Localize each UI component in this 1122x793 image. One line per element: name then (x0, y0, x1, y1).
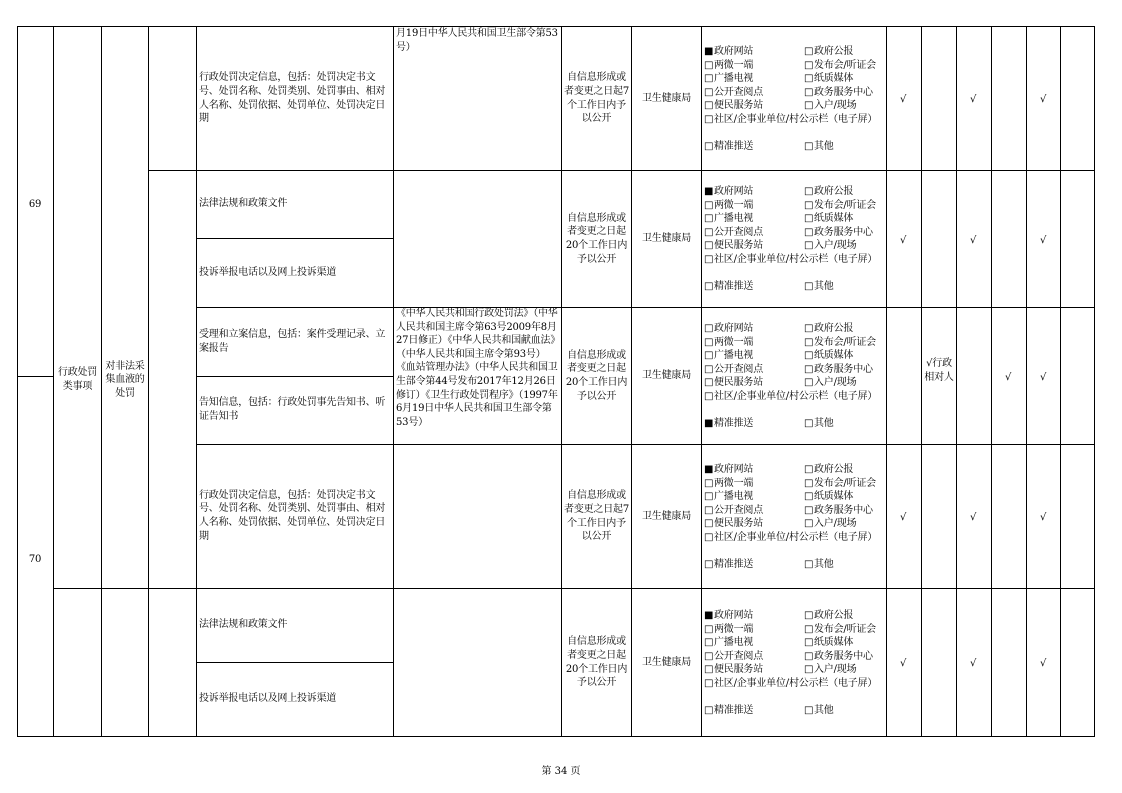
checkbox-unchecked: □ (704, 114, 714, 125)
channel-gov-bulletin: 政府公报 (814, 610, 854, 621)
channel-service-center: 政务服务中心 (814, 226, 873, 238)
channel-other: 其他 (814, 141, 834, 153)
channel-household: 入户/现场 (814, 240, 857, 252)
checkbox-unchecked: □ (804, 637, 814, 649)
category-level2: 对非法采集血液的处罚 (105, 360, 145, 399)
checkbox-unchecked: □ (704, 59, 714, 71)
checkbox-unchecked: □ (804, 141, 814, 153)
tick-mark: √ (1040, 94, 1047, 105)
content-cell: 受理和立案信息，包括：案件受理记录、立案报告 (199, 328, 386, 354)
channel-precise: 精准推送 (714, 418, 754, 430)
basis-text: 月19日中华人民共和国卫生部令第53号） (396, 28, 558, 53)
checkbox-unchecked: □ (704, 504, 714, 516)
channel-service-center: 政务服务中心 (814, 504, 873, 516)
channel-precise: 精准推送 (714, 141, 754, 153)
checkbox-unchecked: □ (704, 532, 714, 543)
channel-press: 发布会/听证会 (814, 623, 876, 635)
col-border (991, 26, 992, 737)
checkbox-unchecked: □ (704, 637, 714, 649)
col-border (1094, 26, 1095, 737)
checkbox-unchecked: □ (704, 199, 714, 211)
channel-broadcast: 广播电视 (714, 637, 754, 649)
checkbox-unchecked: □ (804, 46, 814, 57)
channel-two-micro: 两微一端 (714, 199, 754, 211)
col-border (1060, 26, 1061, 737)
col-border (956, 26, 957, 737)
channel-convenience: 便民服务站 (714, 377, 763, 389)
checkbox-unchecked: □ (704, 86, 714, 98)
channel-household: 入户/现场 (814, 100, 857, 112)
checkbox-unchecked: □ (804, 240, 814, 252)
channel-service-center: 政务服务中心 (814, 650, 873, 662)
col-border (701, 26, 702, 737)
checkbox-checked: ■ (704, 186, 714, 197)
channel-paper: 纸质媒体 (814, 350, 854, 362)
checkbox-unchecked: □ (704, 100, 714, 112)
channel-gov-bulletin: 政府公报 (814, 46, 854, 57)
tick-mark: √ (1040, 658, 1047, 669)
content-cell: 行政处罚决定信息，包括：处罚决定书文号、处罚名称、处罚类别、处罚事由、相对人名称、处罚依据、处罚单位、处罚决定日期 (199, 489, 386, 542)
tick-mark: √ (1040, 372, 1047, 383)
col-border (1026, 26, 1027, 737)
checkbox-unchecked: □ (804, 213, 814, 225)
channel-community: 社区/企事业单位/村公示栏（电子屏） (714, 391, 878, 402)
tick-mark: √ (970, 658, 977, 669)
tick-mark: √ (1040, 235, 1047, 246)
checkbox-unchecked: □ (704, 213, 714, 225)
checkbox-unchecked: □ (804, 363, 814, 375)
channel-press: 发布会/听证会 (814, 59, 876, 71)
col-border (101, 26, 102, 737)
channel-paper: 纸质媒体 (814, 73, 854, 85)
checkbox-unchecked: □ (704, 518, 714, 530)
channel-press: 发布会/听证会 (814, 199, 876, 211)
checkbox-unchecked: □ (804, 418, 814, 430)
checkbox-unchecked: □ (704, 650, 714, 662)
channel-press: 发布会/听证会 (814, 477, 876, 489)
channel-two-micro: 两微一端 (714, 59, 754, 71)
tick-party: √行政相对人 (924, 358, 954, 383)
channel-community: 社区/企事业单位/村公示栏（电子屏） (714, 254, 878, 265)
channel-public-access: 公开查阅点 (714, 504, 763, 516)
checkbox-unchecked: □ (804, 491, 814, 503)
checkbox-unchecked: □ (704, 350, 714, 362)
col-border (561, 26, 562, 737)
col-border (631, 26, 632, 737)
category-level1: 行政处罚类事项 (57, 367, 98, 392)
table-bottom-border (17, 736, 1095, 737)
tick-mark: √ (970, 94, 977, 105)
checkbox-unchecked: □ (804, 477, 814, 489)
time-limit: 自信息形成或者变更之日起20个工作日内予以公开 (565, 212, 628, 265)
time-limit: 自信息形成或者变更之日起7个工作日内予以公开 (564, 490, 629, 543)
channel-gov-site: 政府网站 (714, 610, 754, 621)
col-border (17, 26, 18, 737)
checkbox-unchecked: □ (804, 100, 814, 112)
checkbox-unchecked: □ (704, 73, 714, 85)
row-divider (17, 376, 53, 377)
checkbox-unchecked: □ (704, 678, 714, 689)
channel-other: 其他 (814, 418, 834, 430)
checkbox-unchecked: □ (704, 491, 714, 503)
checkbox-checked: ■ (704, 418, 714, 430)
checkbox-unchecked: □ (804, 226, 814, 238)
checkbox-unchecked: □ (704, 254, 714, 265)
channel-convenience: 便民服务站 (714, 518, 763, 530)
channel-broadcast: 广播电视 (714, 73, 754, 85)
checkbox-unchecked: □ (804, 623, 814, 635)
channel-service-center: 政务服务中心 (814, 363, 873, 375)
checkbox-unchecked: □ (804, 199, 814, 211)
checkbox-unchecked: □ (704, 281, 714, 293)
checkbox-unchecked: □ (704, 705, 714, 717)
channel-household: 入户/现场 (814, 518, 857, 530)
checkbox-unchecked: □ (704, 336, 714, 348)
channel-paper: 纸质媒体 (814, 637, 854, 649)
tick-mark: √ (900, 235, 907, 246)
channel-gov-site: 政府网站 (714, 186, 754, 197)
time-limit: 自信息形成或者变更之日起20个工作日内予以公开 (565, 349, 628, 402)
channel-paper: 纸质媒体 (814, 491, 854, 503)
checkbox-unchecked: □ (704, 391, 714, 402)
agency: 卫生健康局 (642, 656, 691, 668)
col-border (196, 26, 197, 737)
tick-mark: √ (1040, 512, 1047, 523)
time-limit: 自信息形成或者变更之日起7个工作日内予以公开 (564, 72, 629, 125)
channel-public-access: 公开查阅点 (714, 363, 763, 375)
channel-broadcast: 广播电视 (714, 213, 754, 225)
channel-press: 发布会/听证会 (814, 336, 876, 348)
checkbox-unchecked: □ (804, 186, 814, 197)
content-cell: 告知信息，包括：行政处罚事先告知书、听证告知书 (199, 397, 386, 422)
col-border (393, 26, 394, 737)
tick-mark: √ (970, 512, 977, 523)
checkbox-unchecked: □ (704, 664, 714, 676)
content-cell: 法律法规和政策文件 (199, 198, 288, 210)
channel-broadcast: 广播电视 (714, 350, 754, 362)
tick-mark: √ (900, 94, 907, 105)
channel-convenience: 便民服务站 (714, 664, 763, 676)
channel-public-access: 公开查阅点 (714, 226, 763, 238)
channel-public-access: 公开查阅点 (714, 650, 763, 662)
content-cell: 投诉举报电话以及网上投诉渠道 (199, 693, 337, 705)
agency: 卫生健康局 (642, 233, 691, 245)
checkbox-checked: ■ (704, 610, 714, 621)
channel-precise: 精准推送 (714, 559, 754, 571)
checkbox-unchecked: □ (804, 86, 814, 98)
checkbox-checked: ■ (704, 464, 714, 475)
checkbox-unchecked: □ (804, 650, 814, 662)
content-cell: 行政处罚决定信息，包括：处罚决定书文号、处罚名称、处罚类别、处罚事由、相对人名称、处罚依据、处罚单位、处罚决定日期 (199, 72, 386, 125)
tick-mark: √ (900, 512, 907, 523)
channel-household: 入户/现场 (814, 377, 857, 389)
checkbox-unchecked: □ (704, 477, 714, 489)
checkbox-unchecked: □ (804, 377, 814, 389)
checkbox-unchecked: □ (804, 336, 814, 348)
channel-other: 其他 (814, 559, 834, 571)
tick-mark: √ (900, 658, 907, 669)
channel-gov-site: 政府网站 (714, 46, 754, 57)
checkbox-unchecked: □ (804, 504, 814, 516)
channel-community: 社区/企事业单位/村公示栏（电子屏） (714, 114, 878, 125)
checkbox-unchecked: □ (804, 664, 814, 676)
row-number: 69 (28, 199, 42, 210)
channel-other: 其他 (814, 705, 834, 717)
channel-two-micro: 两微一端 (714, 336, 754, 348)
checkbox-unchecked: □ (804, 350, 814, 362)
channel-two-micro: 两微一端 (714, 623, 754, 635)
checkbox-unchecked: □ (804, 323, 814, 334)
channel-convenience: 便民服务站 (714, 100, 763, 112)
agency: 卫生健康局 (642, 92, 691, 104)
checkbox-unchecked: □ (704, 323, 714, 334)
checkbox-unchecked: □ (804, 73, 814, 85)
checkbox-unchecked: □ (804, 59, 814, 71)
channel-precise: 精准推送 (714, 281, 754, 293)
checkbox-unchecked: □ (804, 281, 814, 293)
channel-broadcast: 广播电视 (714, 491, 754, 503)
col-border (921, 26, 922, 737)
page-number: 第 34 页 (541, 766, 581, 777)
channel-gov-bulletin: 政府公报 (814, 186, 854, 197)
col-border (148, 26, 149, 737)
tick-mark: √ (1005, 372, 1012, 383)
channel-gov-site: 政府网站 (714, 464, 754, 475)
checkbox-unchecked: □ (704, 623, 714, 635)
channel-precise: 精准推送 (714, 705, 754, 717)
checkbox-unchecked: □ (804, 464, 814, 475)
content-cell: 投诉举报电话以及网上投诉渠道 (199, 266, 337, 278)
channel-service-center: 政务服务中心 (814, 86, 873, 98)
channel-household: 入户/现场 (814, 664, 857, 676)
channel-convenience: 便民服务站 (714, 240, 763, 252)
channel-gov-site: 政府网站 (714, 323, 754, 334)
channel-public-access: 公开查阅点 (714, 86, 763, 98)
checkbox-unchecked: □ (704, 240, 714, 252)
time-limit: 自信息形成或者变更之日起20个工作日内予以公开 (565, 636, 628, 689)
channel-two-micro: 两微一端 (714, 477, 754, 489)
col-border (886, 26, 887, 737)
checkbox-unchecked: □ (804, 705, 814, 717)
checkbox-unchecked: □ (804, 518, 814, 530)
channel-other: 其他 (814, 281, 834, 293)
row-number: 70 (28, 554, 42, 565)
basis-text: 《中华人民共和国行政处罚法》（中华人民共和国主席令第63号2009年8月27日修正）《中华人民共和国献血法》（中华人民共和国主席令第93号）《血站管理办法》（中华人民共和国卫生部令第44号发布2017年12月26日修订）《卫生行政处罚程序》（1997年6月19日中华人民共和国卫生部令第53号） (396, 308, 558, 428)
checkbox-unchecked: □ (704, 377, 714, 389)
channel-community: 社区/企事业单位/村公示栏（电子屏） (714, 678, 878, 689)
checkbox-unchecked: □ (704, 141, 714, 153)
checkbox-unchecked: □ (704, 226, 714, 238)
channel-gov-bulletin: 政府公报 (814, 323, 854, 334)
checkbox-unchecked: □ (804, 610, 814, 621)
col-border (53, 26, 54, 737)
channel-gov-bulletin: 政府公报 (814, 464, 854, 475)
content-cell: 法律法规和政策文件 (199, 619, 288, 631)
checkbox-unchecked: □ (704, 559, 714, 571)
checkbox-unchecked: □ (804, 559, 814, 571)
channel-community: 社区/企事业单位/村公示栏（电子屏） (714, 532, 878, 543)
agency: 卫生健康局 (642, 510, 691, 522)
tick-mark: √ (970, 235, 977, 246)
checkbox-unchecked: □ (704, 363, 714, 375)
channel-paper: 纸质媒体 (814, 213, 854, 225)
agency: 卫生健康局 (642, 370, 691, 382)
checkbox-checked: ■ (704, 46, 714, 57)
